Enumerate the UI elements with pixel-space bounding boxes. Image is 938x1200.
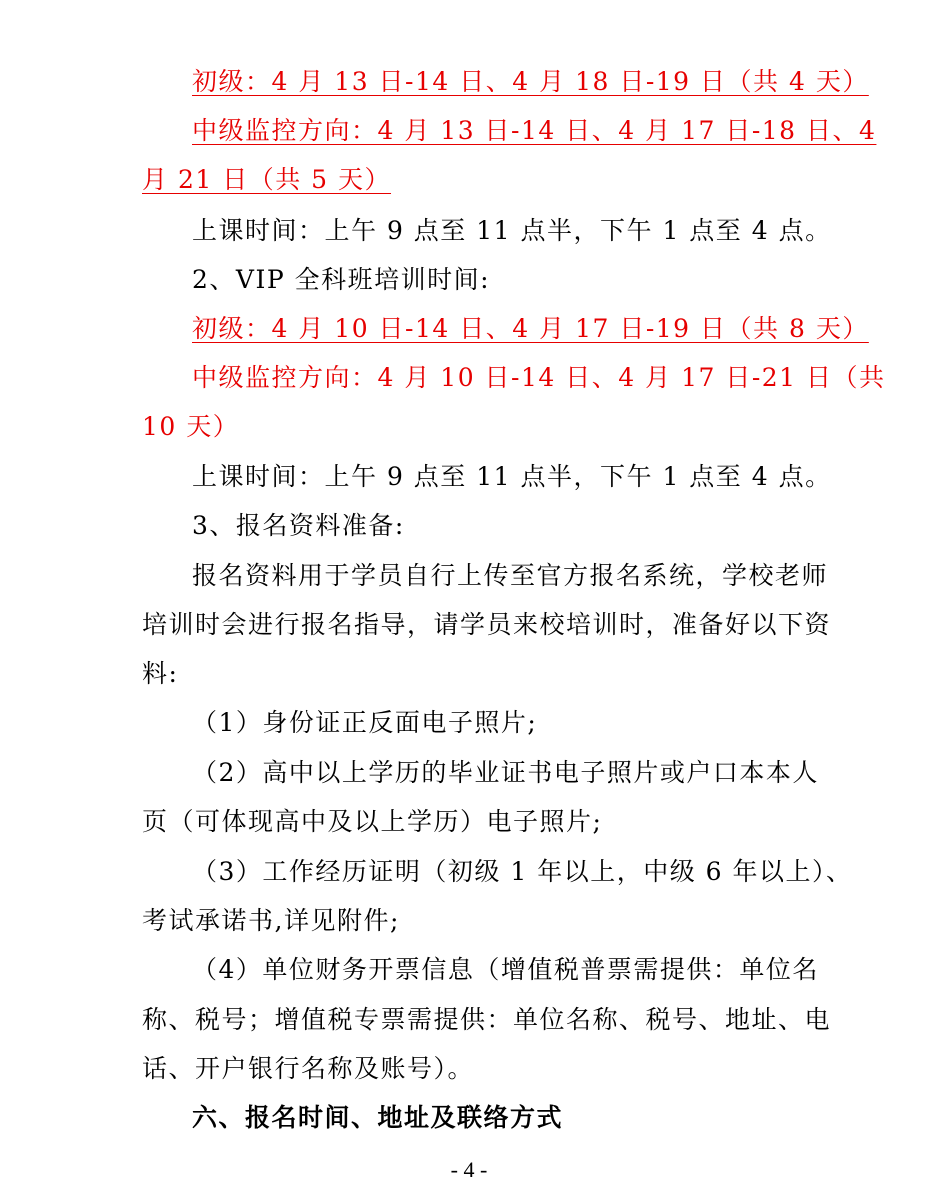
- schedule-line-intermediate-1: [192, 116, 876, 146]
- class-time-line: 上课时间：上午 9 点至 11 点半，下午 1 点至 4 点。: [192, 216, 832, 245]
- list-item-2-cont: 页（可体现高中及以上学历）电子照片;: [142, 807, 603, 836]
- schedule-text: 中级监控方向：4 月 10 日-14 日、4 月 17 日-21 日（共: [192, 363, 886, 392]
- schedule-line-primary-2: [192, 314, 869, 344]
- section-heading-materials: 3、报名资料准备:: [192, 511, 405, 540]
- list-item-3: （3）工作经历证明（初级 1 年以上，中级 6 年以上）、: [192, 857, 853, 886]
- schedule-text: 初级：4 月 10 日-14 日、4 月 17 日-19 日（共 8 天）: [192, 314, 869, 343]
- schedule-line-intermediate-2-cont: [142, 412, 239, 442]
- paragraph-line: 料:: [142, 659, 179, 688]
- schedule-line-intermediate-2: [192, 363, 886, 393]
- list-item-4-cont: 话、开户银行名称及账号）。: [142, 1054, 475, 1083]
- schedule-text: 中级监控方向：4 月 13 日-14 日、4 月 17 日-18 日、4: [192, 116, 877, 145]
- list-item-3-cont: 考试承诺书,详见附件;: [142, 906, 400, 935]
- schedule-text: 10 天）: [142, 412, 240, 441]
- list-item-4-cont: 称、税号；增值税专票需提供：单位名称、税号、地址、电: [142, 1005, 832, 1034]
- list-item-2: （2）高中以上学历的毕业证书电子照片或户口本本人: [192, 758, 819, 787]
- schedule-line-intermediate-1-cont: [142, 165, 391, 195]
- page-number: - 4 -: [450, 1157, 488, 1182]
- schedule-text: 月 21 日（共 5 天）: [142, 165, 392, 194]
- list-item-4: （4）单位财务开票信息（增值税普票需提供：单位名: [192, 955, 819, 984]
- paragraph-line: 培训时会进行报名指导，请学员来校培训时，准备好以下资: [142, 610, 832, 639]
- section-heading-six: 六、报名时间、地址及联络方式: [192, 1103, 564, 1132]
- class-time-line: 上课时间：上午 9 点至 11 点半，下午 1 点至 4 点。: [192, 462, 832, 491]
- list-item-1: （1）身份证正反面电子照片;: [192, 708, 538, 737]
- schedule-line-primary-1: [192, 67, 869, 97]
- paragraph-line: 报名资料用于学员自行上传至官方报名系统，学校老师: [192, 561, 829, 590]
- section-heading-vip: 2、VIP 全科班培训时间:: [192, 265, 491, 294]
- schedule-text: 初级：4 月 13 日-14 日、4 月 18 日-19 日（共 4 天）: [192, 67, 869, 96]
